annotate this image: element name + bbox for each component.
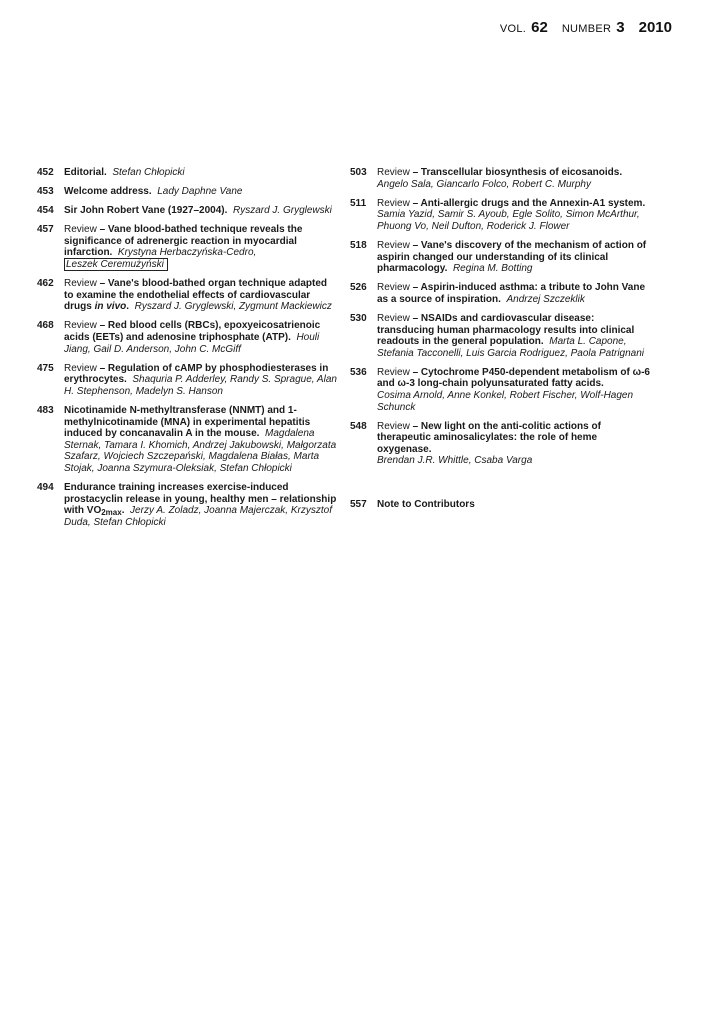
page-number: 530: [350, 312, 367, 324]
article-authors: Lady Daphne Vane: [157, 186, 243, 198]
article-title: – Vane's discovery of the mechanism of action of aspirin changed our understanding of its clinical pharmacology.: [377, 239, 647, 275]
article-title: Nicotinamide N-methyltransferase (NNMT) and 1-methylnicotinamide (MNA) in experimental hepatitis induced by concanavalin A in the mouse.: [64, 405, 311, 440]
toc-entry: [37, 278, 337, 313]
article-type: Review: [377, 167, 410, 178]
article-type: Review: [64, 224, 97, 236]
article-title-italic: in vivo: [94, 301, 127, 313]
article-type: Review: [377, 366, 410, 378]
article-authors: Regina M. Botting: [452, 263, 533, 275]
article-title: – New light on the anti-colitic actions of therapeutic aminosalicylates: the role of heme oxygenase.: [377, 420, 601, 455]
toc-entry: [37, 363, 337, 398]
article-title: – NSAIDs and cardiovascular disease: transducing human pharmacology results into clinical readouts in the general population.: [377, 312, 635, 348]
article-authors: Ryszard J. Gryglewski, Zygmunt Mackiewicz: [134, 301, 332, 313]
toc-entry: [350, 421, 650, 467]
article-title-text: Endurance training increases exercise-induced prostacyclin release in young, healthy men – relationship with VO: [64, 482, 337, 517]
page-number: 494: [37, 482, 54, 494]
page-number: 454: [37, 205, 54, 217]
article-authors: Ryszard J. Gryglewski: [232, 205, 332, 217]
article-title: – Red blood cells (RBCs), epoxyeicosatrienoic acids (EETs) and adenosine triphosphate (ATP).: [64, 320, 321, 344]
article-authors: Krystyna Herbaczyńska-Cedro,: [117, 247, 257, 259]
page-number: 518: [350, 239, 367, 251]
article-type: Review: [377, 197, 410, 209]
article-title: – Vane blood-bathed technique reveals the significance of adrenergic reaction in myocardial infarction.: [64, 224, 303, 259]
vol-label: VOL.: [499, 23, 527, 35]
article-title-end: .: [126, 301, 130, 313]
page-number: 511: [350, 197, 367, 209]
toc-entry: [37, 482, 337, 528]
article-authors: Stefan Chłopicki: [112, 167, 185, 178]
article-title: – Transcellular biosynthesis of eicosanoids.: [412, 167, 623, 178]
article-title: Welcome address.: [64, 186, 152, 198]
article-authors: Houli Jiang, Gail D. Anderson, John C. McGiff: [64, 332, 320, 355]
article-authors: Samia Yazid, Samir S. Ayoub, Egle Solito, Simon McArthur, Phuong Vo, Neil Dufton, Roderick J. Flower: [377, 209, 640, 232]
toc-entry: [37, 186, 337, 198]
page-number: 557: [350, 499, 367, 511]
article-type: Review: [377, 312, 410, 324]
toc-right-column: [350, 167, 650, 518]
toc-entry: [37, 320, 337, 355]
page-number: 452: [37, 167, 54, 178]
toc-entry: [350, 367, 650, 413]
page-number: 462: [37, 278, 54, 290]
page-number: 453: [37, 186, 54, 198]
page-number: 503: [350, 167, 367, 178]
toc-left-column: [37, 167, 337, 536]
article-title: – Aspirin-induced asthma: a tribute to John Vane as a source of inspiration.: [377, 282, 646, 305]
page-number: 526: [350, 282, 367, 294]
article-title: Note to Contributors: [377, 499, 475, 511]
article-type: Review: [377, 239, 410, 251]
page-number: 457: [37, 224, 54, 236]
article-authors: Angelo Sala, Giancarlo Folco, Robert C. Murphy: [377, 178, 591, 190]
article-type: Review: [64, 278, 97, 290]
article-title: Sir John Robert Vane (1927–2004).: [64, 205, 228, 217]
toc-entry: [37, 405, 337, 475]
toc-entry: [350, 167, 650, 190]
toc-entry: [37, 205, 337, 217]
toc-entry: [350, 313, 650, 359]
boxed-author: Leszek Ceremużyński: [64, 258, 168, 271]
toc-entry: [350, 282, 650, 305]
toc-entry: [350, 499, 650, 511]
article-title-end: .: [121, 505, 125, 517]
article-title: – Vane's blood-bathed organ technique adapted to examine the endothelial effects of cardiovascular drugs: [64, 278, 327, 313]
toc-entry: [350, 198, 650, 233]
article-title: – Anti-allergic drugs and the Annexin-A1 system.: [412, 197, 646, 209]
article-authors: Brendan J.R. Whittle, Csaba Varga: [377, 455, 533, 467]
article-authors: Shaquria P. Adderley, Randy S. Sprague, Alan H. Stephenson, Madelyn S. Hanson: [64, 374, 337, 397]
issue-number: 3: [616, 19, 625, 36]
page-number: 548: [350, 420, 367, 432]
page-number: 536: [350, 366, 367, 378]
page-number: 468: [37, 320, 54, 332]
toc-entry: [37, 224, 337, 270]
article-authors: Magdalena Sternak, Tamara I. Khomich, Andrzej Jakubowski, Małgorzata Szafarz, Wojciech Szczepański, Magdalena Białas, Marta Stojak, Joanna Szymura-Oleksiak, Stefan Chłopicki: [64, 428, 337, 474]
number-label: NUMBER: [561, 23, 612, 35]
article-authors: Marta L. Capone, Stefania Tacconelli, Luis Garcia Rodriguez, Paola Patrignani: [377, 336, 645, 359]
article-type: Review: [377, 282, 410, 294]
article-type: Review: [377, 420, 410, 432]
page-number: 483: [37, 405, 54, 416]
page-number: 475: [37, 362, 54, 374]
toc-entry: [350, 240, 650, 275]
article-type: Review: [64, 320, 97, 332]
article-title: – Regulation of cAMP by phosphodiesterases in erythrocytes.: [64, 362, 329, 386]
article-type: Review: [64, 362, 97, 374]
article-title: – Cytochrome P450-dependent metabolism of ω-6 and ω-3 long-chain polyunsaturated fatty acids.: [377, 366, 650, 390]
vo2max-subscript: 2max: [101, 508, 122, 518]
article-authors: Andrzej Szczeklik: [506, 293, 585, 305]
issue-year: 2010: [638, 19, 672, 36]
toc-entry: [37, 167, 337, 179]
vol-number: 62: [531, 19, 548, 36]
article-title: Editorial.: [64, 167, 107, 178]
article-authors: Jerzy A. Zoladz, Joanna Majerczak, Krzysztof Duda, Stefan Chłopicki: [64, 505, 332, 528]
issue-header: [500, 19, 672, 36]
article-authors: Cosima Arnold, Anne Konkel, Robert Fischer, Wolf-Hagen Schunck: [377, 390, 634, 413]
